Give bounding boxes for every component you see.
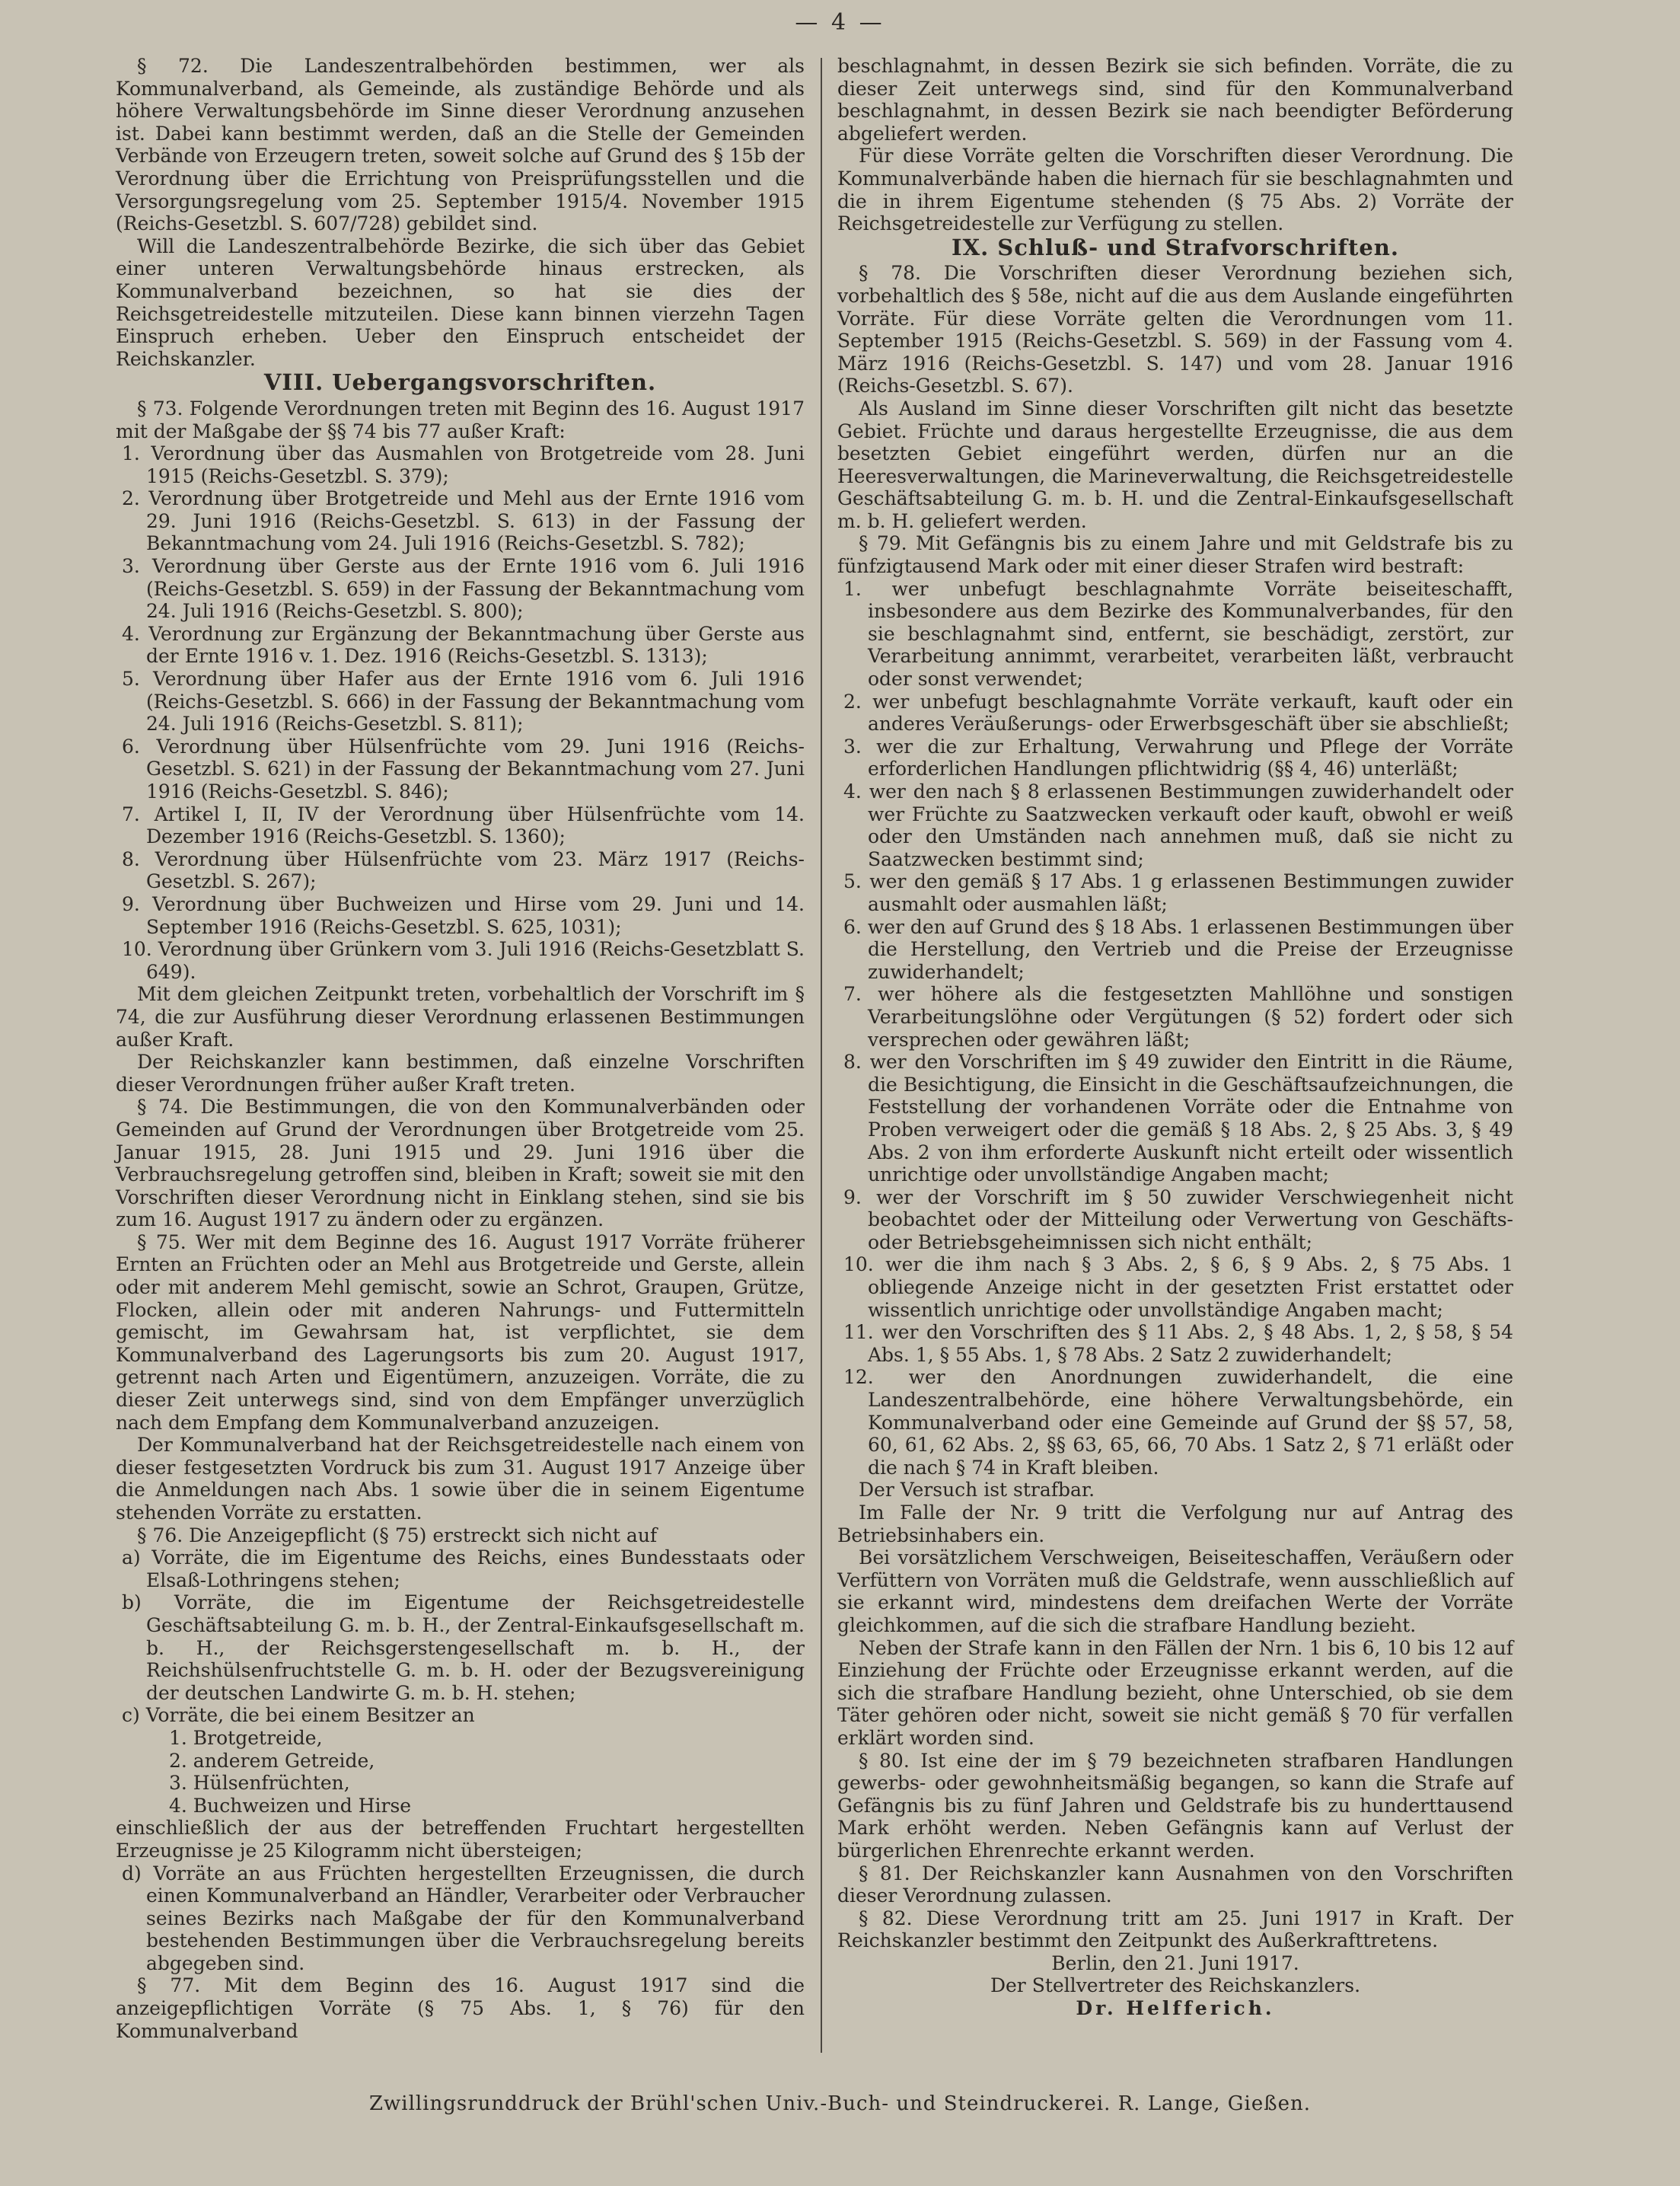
- signatory-name: Dr. Helfferich.: [1076, 1997, 1275, 2020]
- paragraph: § 81. Der Reichskanzler kann Ausnahmen von den Vorschriften dieser Verordnung zulassen.: [837, 1862, 1513, 1907]
- paragraph: § 80. Ist eine der im § 79 bezeichneten strafbaren Handlungen gewerbs- oder gewohnheitsmäßig begangen, so kann die Strafe auf Gefängnis bis zu fünf Jahren und Geldstrafe bis zu hunderttausend Mark erhöht werden. Neben Gefängnis kann auf Verlust der bürgerlichen Ehrenrechte erkannt werden.: [837, 1749, 1513, 1862]
- paragraph: § 73. Folgende Verordnungen treten mit Beginn des 16. August 1917 mit der Maßgabe der §§ 74 bis 77 außer Kraft:: [116, 397, 805, 442]
- list-item: 7. Artikel I, II, IV der Verordnung über Hülsenfrüchte vom 14. Dezember 1916 (Reichs-Gesetzbl. S. 1360);: [122, 803, 805, 848]
- paragraph: § 75. Wer mit dem Beginne des 16. August 1917 Vorräte früherer Ernten an Früchten oder an Mehl aus Brotgetreide und Gerste, allein oder mit anderem Mehl gemischt, sowie an Schrot, Graupen, Grütze, Flocken, allein oder mit anderen Nahrungs- und Futtermitteln gemischt, im Gewahrsam hat, ist verpflichtet, sie dem Kommunalverband des Lagerungsorts bis zum 20. August 1917, getrennt nach Arten und Eigentümern, anzuzeigen. Vorräte, die zu dieser Zeit unterwegs sind, sind von dem Empfänger unverzüglich nach dem Empfang dem Kommunalverband anzuzeigen.: [116, 1230, 805, 1434]
- list-item: 12. wer den Anordnungen zuwiderhandelt, die eine Landeszentralbehörde, eine höhere Verwaltungsbehörde, ein Kommunalverband oder eine Gemeinde auf Grund der §§ 57, 58, 60, 61, 62 Abs. 2, §§ 63, 65, 66, 70 Abs. 1 Satz 2, § 71 erläßt oder die nach § 74 in Kraft bleiben.: [843, 1366, 1513, 1479]
- paragraph: § 78. Die Vorschriften dieser Verordnung beziehen sich, vorbehaltlich des § 58e, nicht auf die aus dem Auslande eingeführten Vorräte. Für diese Vorräte gelten die Verordnungen vom 11. September 1915 (Reichs-Gesetzbl. S. 569) in der Fassung vom 4. März 1916 (Reichs-Gesetzbl. S. 147) und vom 28. Januar 1916 (Reichs-Gesetzbl. S. 67).: [837, 262, 1513, 397]
- list-item: 5. Verordnung über Hafer aus der Ernte 1916 vom 6. Juli 1916 (Reichs-Gesetzbl. S. 666) in der Fassung der Bekanntmachung vom 24. Juli 1916 (Reichs-Gesetzbl. S. 811);: [122, 668, 805, 736]
- sub-list-item: 1. Brotgetreide,: [169, 1726, 323, 1749]
- paragraph: Neben der Strafe kann in den Fällen der Nrn. 1 bis 6, 10 bis 12 auf Einziehung der Früchte oder Erzeugnisse erkannt werden, auf die sich die strafbare Handlung bezieht, ohne Unterschied, ob sie dem Täter gehören oder nicht, soweit sie nicht gemäß § 70 für verfallen erklärt worden sind.: [837, 1636, 1513, 1749]
- paragraph: Will die Landeszentralbehörde Bezirke, die sich über das Gebiet einer unteren Verwaltungsbehörde hinaus erstrecken, als Kommunalverband bezeichnen, so hat sie dies der Reichsgetreidestelle mitzuteilen. Diese kann binnen vierzehn Tagen Einspruch erheben. Ueber den Einspruch entscheidet der Reichskanzler.: [116, 235, 805, 370]
- paragraph: § 82. Diese Verordnung tritt am 25. Juni 1917 in Kraft. Der Reichskanzler bestimmt den Zeitpunkt des Außerkrafttretens.: [837, 1907, 1513, 1952]
- section-heading: IX. Schluß- und Strafvorschriften.: [952, 234, 1399, 260]
- paragraph: Der Versuch ist strafbar.: [859, 1479, 1095, 1501]
- list-item: 2. Verordnung über Brotgetreide und Mehl aus der Ernte 1916 vom 29. Juni 1916 (Reichs-Gesetzbl. S. 613) in der Fassung der Bekanntmachung vom 24. Juli 1916 (Reichs-Gesetzbl. S. 782);: [122, 487, 805, 555]
- list-item: 4. Verordnung zur Ergänzung der Bekanntmachung über Gerste aus der Ernte 1916 v. 1. Dez. 1916 (Reichs-Gesetzbl. S. 1313);: [122, 622, 805, 668]
- paragraph: Als Ausland im Sinne dieser Vorschriften gilt nicht das besetzte Gebiet. Früchte und daraus hergestellte Erzeugnisse, die aus dem besetzten Gebiet eingeführt werden, dürfen nur an die Heeresverwaltungen, die Marineverwaltung, die Reichsgetreidestelle Geschäftsabteilung G. m. b. H. und die Zentral-Einkaufsgesellschaft m. b. H. geliefert werden.: [837, 397, 1513, 532]
- list-item: 3. Verordnung über Gerste aus der Ernte 1916 vom 6. Juli 1916 (Reichs-Gesetzbl. S. 659) in der Fassung der Bekanntmachung vom 24. Juli 1916 (Reichs-Gesetzbl. S. 800);: [122, 555, 805, 623]
- list-item: 8. wer den Vorschriften im § 49 zuwider den Eintritt in die Räume, die Besichtigung, die Einsicht in die Geschäftsaufzeichnungen, die Feststellung der vorhandenen Vorräte oder die Entnahme von Proben verweigert oder die gemäß § 18 Abs. 2, § 25 Abs. 3, § 49 Abs. 2 von ihm erforderte Auskunft nicht erteilt oder wissentlich unrichtige oder unvollständige Angaben macht;: [843, 1051, 1513, 1186]
- list-item: 7. wer höhere als die festgesetzten Mahllöhne und sonstigen Verarbeitungslöhne oder Vergütungen (§ 52) fordert oder sich versprechen oder gewähren läßt;: [843, 983, 1513, 1051]
- paragraph: Der Reichskanzler kann bestimmen, daß einzelne Vorschriften dieser Verordnungen früher außer Kraft treten.: [116, 1051, 805, 1096]
- list-item: 1. Verordnung über das Ausmahlen von Brotgetreide vom 28. Juni 1915 (Reichs-Gesetzbl. S. 379);: [122, 442, 805, 487]
- list-item: 9. Verordnung über Buchweizen und Hirse vom 29. Juni und 14. September 1916 (Reichs-Gesetzbl. S. 625, 1031);: [122, 892, 805, 938]
- section-heading: VIII. Uebergangsvorschriften.: [263, 369, 657, 396]
- paragraph: Bei vorsätzlichem Verschweigen, Beiseiteschaffen, Veräußern oder Verfüttern von Vorräten muß die Geldstrafe, wenn ausschließlich auf sie erkannt wird, mindestens dem dreifachen Werte der Vorräte gleichkommen, auf die sich die strafbare Handlung bezieht.: [837, 1546, 1513, 1636]
- paragraph: einschließlich der aus der betreffenden Fruchtart hergestellten Erzeugnisse je 25 Kilogramm nicht übersteigen;: [116, 1817, 805, 1862]
- list-item: d) Vorräte an aus Früchten hergestellten Erzeugnissen, die durch einen Kommunalverband an Händler, Verarbeiter oder Verbraucher seines Bezirks nach Maßgabe der für den Kommunalverband bestehenden Bestimmungen über die Verbrauchsregelung bereits abgegeben sind.: [122, 1862, 805, 1974]
- list-item: 1. wer unbefugt beschlagnahmte Vorräte beiseiteschafft, insbesondere aus dem Bezirke des Kommunalverbandes, für den sie beschlagnahmt sind, entfernt, sie beschädigt, zerstört, zur Verarbeitung annimmt, verarbeitet, verarbeiten läßt, verbraucht oder sonst verwendet;: [843, 577, 1513, 691]
- sub-list-item: 4. Buchweizen und Hirse: [169, 1794, 412, 1817]
- signature-line: Berlin, den 21. Juni 1917.: [1051, 1951, 1299, 1974]
- paragraph: § 77. Mit dem Beginn des 16. August 1917 sind die anzeigepflichtigen Vorräte (§ 75 Abs. 1, § 76) für den Kommunalverband: [116, 1974, 805, 2042]
- list-item: 2. wer unbefugt beschlagnahmte Vorräte verkauft, kauft oder ein anderes Veräußerungs- oder Erwerbsgeschäft über sie abschließt;: [843, 690, 1513, 736]
- paragraph: § 74. Die Bestimmungen, die von den Kommunalverbänden oder Gemeinden auf Grund der Verordnungen über Brotgetreide vom 25. Januar 1915, 28. Juni 1915 und 29. Juni 1916 über die Verbrauchsregelung getroffen sind, bleiben in Kraft; soweit sie mit den Vorschriften dieser Verordnung nicht in Einklang stehen, sind sie bis zum 16. August 1917 zu ändern oder zu ergänzen.: [116, 1096, 805, 1231]
- paragraph: § 79. Mit Gefängnis bis zu einem Jahre und mit Geldstrafe bis zu fünfzigtausend Mark oder mit einer dieser Strafen wird bestraft:: [837, 532, 1513, 578]
- paragraph: Für diese Vorräte gelten die Vorschriften dieser Verordnung. Die Kommunalverbände haben die hiernach für sie beschlagnahmten und die in ihrem Eigentume stehenden (§ 75 Abs. 2) Vorräte der Reichsgetreidestelle zur Verfügung zu stellen.: [837, 145, 1513, 235]
- printer-imprint: Zwillingsrunddruck der Brühl'schen Univ.-Buch- und Steindruckerei. R. Lange, Gießen.: [368, 2092, 1312, 2115]
- list-item: 5. wer den gemäß § 17 Abs. 1 g erlassenen Bestimmungen zuwider ausmahlt oder ausmahlen läßt;: [843, 870, 1513, 915]
- list-item: a) Vorräte, die im Eigentume des Reichs, eines Bundesstaats oder Elsaß-Lothringens stehen;: [122, 1546, 805, 1591]
- column-divider: [821, 58, 822, 2053]
- list-item: 11. wer den Vorschriften des § 11 Abs. 2, § 48 Abs. 1, 2, § 58, § 54 Abs. 1, § 55 Abs. 1, § 78 Abs. 2 Satz 2 zuwiderhandelt;: [843, 1321, 1513, 1366]
- page-number: — 4 —: [795, 9, 885, 36]
- paragraph: Der Kommunalverband hat der Reichsgetreidestelle nach einem von dieser festgesetzten Vordruck bis zum 31. August 1917 Anzeige über die Anmeldungen nach Abs. 1 sowie über die in seinem Eigentume stehenden Vorräte zu erstatten.: [116, 1434, 805, 1524]
- sub-list-item: 2. anderem Getreide,: [169, 1749, 375, 1772]
- list-item: 3. wer die zur Erhaltung, Verwahrung und Pflege der Vorräte erforderlichen Handlungen pflichtwidrig (§§ 4, 46) unterläßt;: [843, 735, 1513, 780]
- list-item: 10. Verordnung über Grünkern vom 3. Juli 1916 (Reichs-Gesetzblatt S. 649).: [122, 938, 805, 983]
- paragraph: § 76. Die Anzeigepflicht (§ 75) erstreckt sich nicht auf: [137, 1524, 658, 1546]
- paragraph: Mit dem gleichen Zeitpunkt treten, vorbehaltlich der Vorschrift im § 74, die zur Ausführung dieser Verordnung erlassenen Bestimmungen außer Kraft.: [116, 983, 805, 1051]
- list-item: 4. wer den nach § 8 erlassenen Bestimmungen zuwiderhandelt oder wer Früchte zu Saatzwecken verkauft oder kauft, obwohl er weiß oder den Umständen nach annehmen muß, daß sie nicht zu Saatzwecken bestimmt sind;: [843, 780, 1513, 870]
- left-column: [116, 55, 805, 2042]
- list-item: 6. wer den auf Grund des § 18 Abs. 1 erlassenen Bestimmungen über die Herstellung, den Vertrieb und die Preise der Erzeugnisse zuwiderhandelt;: [843, 915, 1513, 983]
- list-item: 9. wer der Vorschrift im § 50 zuwider Verschwiegenheit nicht beobachtet oder der Mitteilung oder Verwertung von Geschäfts- oder Betriebsgeheimnissen sich nicht enthält;: [843, 1186, 1513, 1253]
- paragraph: beschlagnahmt, in dessen Bezirk sie sich befinden. Vorräte, die zu dieser Zeit unterwegs sind, sind für den Kommunalverband beschlagnahmt, in dessen Bezirk sie nach beendigter Beförderung abgeliefert werden.: [837, 55, 1513, 145]
- right-column: [837, 55, 1513, 2020]
- signature-line: Der Stellvertreter des Reichskanzlers.: [990, 1974, 1361, 1997]
- sub-list-item: 3. Hülsenfrüchten,: [169, 1772, 350, 1795]
- list-item: 10. wer die ihm nach § 3 Abs. 2, § 6, § 9 Abs. 2, § 75 Abs. 1 obliegende Anzeige nicht in der gesetzten Frist erstattet oder wissentlich unrichtige oder unvollständige Angaben macht;: [843, 1253, 1513, 1321]
- list-item: 8. Verordnung über Hülsenfrüchte vom 23. März 1917 (Reichs-Gesetzbl. S. 267);: [122, 847, 805, 893]
- list-item: 6. Verordnung über Hülsenfrüchte vom 29. Juni 1916 (Reichs-Gesetzbl. S. 621) in der Fassung der Bekanntmachung vom 27. Juni 1916 (Reichs-Gesetzbl. S. 846);: [122, 735, 805, 803]
- paragraph: § 72. Die Landeszentralbehörden bestimmen, wer als Kommunalverband, als Gemeinde, als zuständige Behörde und als höhere Verwaltungsbehörde im Sinne dieser Verordnung anzusehen ist. Dabei kann bestimmt werden, daß an die Stelle der Gemeinden Verbände von Erzeugern treten, soweit solche auf Grund des § 15b der Verordnung über die Errichtung von Preisprüfungsstellen und die Versorgungsregelung vom 25. September 1915/4. November 1915 (Reichs-Gesetzbl. S. 607/728) gebildet sind.: [116, 55, 805, 235]
- list-item: c) Vorräte, die bei einem Besitzer an: [122, 1704, 475, 1727]
- paragraph: Im Falle der Nr. 9 tritt die Verfolgung nur auf Antrag des Betriebsinhabers ein.: [837, 1501, 1513, 1546]
- list-item: b) Vorräte, die im Eigentume der Reichsgetreidestelle Geschäftsabteilung G. m. b. H., der Zentral-Einkaufsgesellschaft m. b. H., der Reichsgerstengesellschaft m. b. H., der Reichshülsenfruchtstelle G. m. b. H. oder der Bezugsvereinigung der deutschen Landwirte G. m. b. H. stehen;: [122, 1591, 805, 1704]
